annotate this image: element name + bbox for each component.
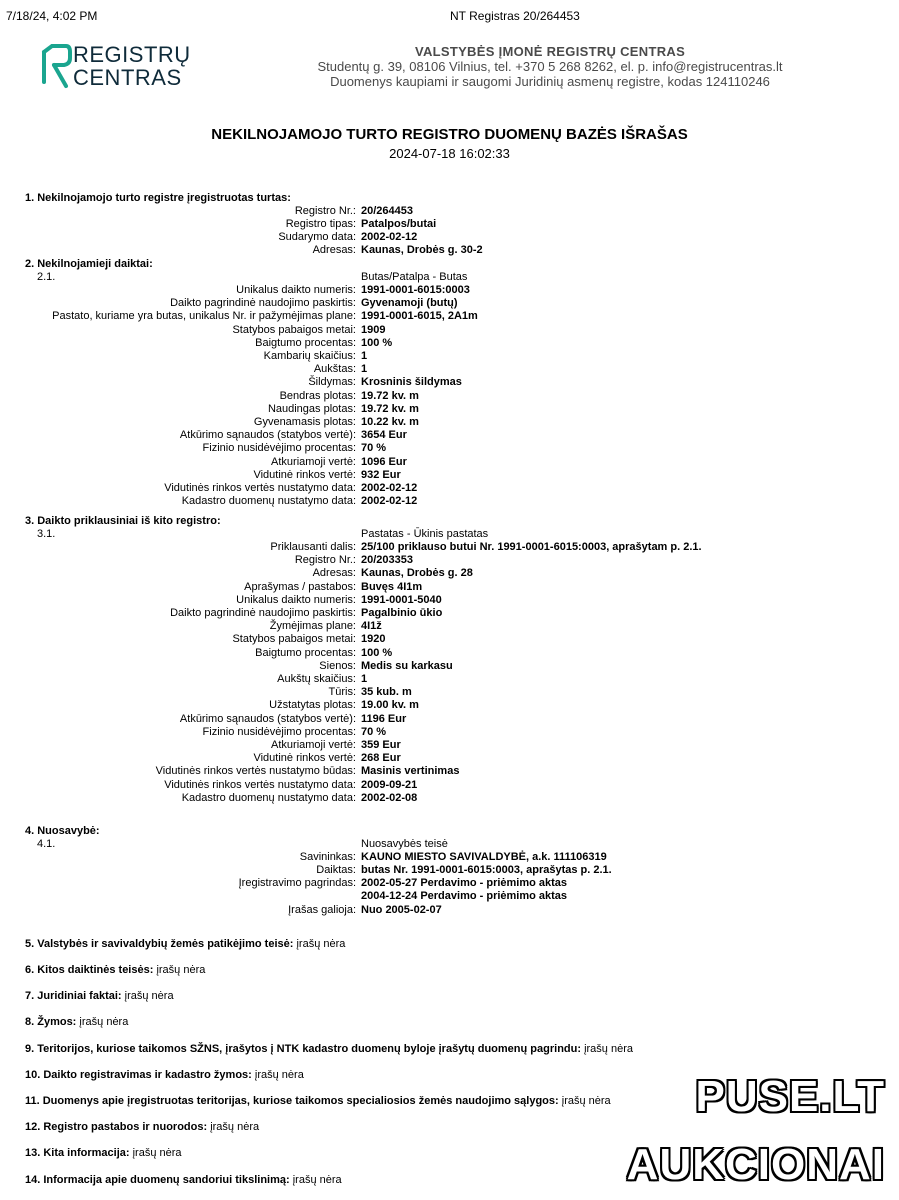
section-4-1-subtitle: Nuosavybės teisė: [361, 838, 448, 850]
section-7-row: [25, 990, 174, 1003]
section-3-field-label: Tūris:: [328, 686, 356, 699]
section-1-field-label: Adresas:: [312, 244, 356, 256]
owner-value: KAUNO MIESTO SAVIVALDYBĖ, a.k. 111106319: [361, 851, 607, 863]
section-3-1-subtitle: Pastatas - Ūkinis pastatas: [361, 528, 489, 540]
registration-basis-1: 2002-05-27 Perdavimo - priėmimo aktas: [361, 877, 568, 889]
document-date: 2024-07-18 16:02:33: [389, 146, 510, 161]
section-9-heading: 9. Teritorijos, kuriose taikomos SŽNS, įrašytos į NTK kadastro duomenų byloje įrašytų duomenų pagrindu:: [25, 1043, 582, 1055]
section-13-row: [25, 1147, 182, 1160]
section-3-field-label: Vidutinė rinkos vertė:: [253, 752, 356, 765]
section-3-field-value: 70 %: [361, 725, 387, 738]
item-value: butas Nr. 1991-0001-6015:0003, aprašytas p. 2.1.: [361, 864, 612, 876]
section-7-heading: 7. Juridiniai faktai:: [25, 990, 122, 1002]
section-2-field-value: 1991-0001-6015:0003: [361, 284, 470, 296]
section-3-field-value: Pagalbinio ūkio: [361, 607, 443, 619]
section-3-field-value: 20/203353: [361, 554, 413, 567]
org-name: VALSTYBĖS ĮMONĖ REGISTRŲ CENTRAS: [414, 44, 686, 59]
section-2-field-label: Vidutinės rinkos vertės nustatymo data:: [164, 482, 356, 494]
section-2-field-value: 1909: [361, 323, 386, 336]
section-3-field-value: 19.00 kv. m: [361, 699, 419, 712]
section-2-field-label: Bendras plotas:: [279, 389, 356, 402]
section-5-heading: 5. Valstybės ir savivaldybių žemės patikėjimo teisė:: [25, 938, 294, 950]
section-1-field-label: Registro tipas:: [285, 218, 356, 230]
section-2-field-label: Statybos pabaigos metai:: [232, 323, 356, 336]
section-3-field-label: Sienos:: [319, 659, 356, 672]
section-8-heading: 8. Žymos:: [25, 1016, 77, 1028]
section-12-heading: 12. Registro pastabos ir nuorodos:: [25, 1121, 208, 1133]
print-header: [0, 9, 899, 23]
section-3-field-value: 25/100 priklauso butui Nr. 1991-0001-6015:0003, aprašytam p. 2.1.: [361, 541, 702, 553]
section-3-field-value: 359 Eur: [361, 739, 401, 751]
section-4-1-number: 4.1.: [37, 838, 56, 850]
section-10-heading: 10. Daikto registravimas ir kadastro žymos:: [25, 1069, 252, 1081]
section-3-field-value: Masinis vertinimas: [361, 765, 460, 778]
section-3-field-value: 1: [361, 673, 368, 685]
section-6-row: [25, 964, 205, 977]
section-3-heading: 3. Daikto priklausiniai iš kito registro:: [25, 515, 221, 527]
section-2-field-value: 70 %: [361, 442, 387, 455]
no-records-text: įrašų nėra: [296, 938, 346, 950]
section-3-field-label: Registro Nr.:: [294, 554, 356, 567]
section-1-heading: 1. Nekilnojamojo turto registre įregistruotas turtas:: [25, 192, 291, 204]
section-1-field-label: Registro Nr.:: [294, 205, 356, 217]
section-13-heading: 13. Kita informacija:: [25, 1147, 130, 1159]
no-records-text: įrašų nėra: [210, 1121, 260, 1133]
section-3-field-label: Atkuriamoji vertė:: [271, 739, 356, 751]
no-records-text: įrašų nėra: [79, 1016, 129, 1028]
section-3-field-value: 2009-09-21: [361, 778, 418, 791]
section-2-field-label: Daikto pagrindinė naudojimo paskirtis:: [170, 297, 356, 310]
section-3-field-label: Žymėjimas plane:: [269, 620, 356, 633]
logo-mark-icon: [40, 44, 72, 90]
section-2-field-label: Naudingas plotas:: [267, 402, 356, 415]
section-2-field-label: Atkuriamoji vertė:: [271, 455, 356, 468]
section-1-field-value: Kaunas, Drobės g. 30-2: [361, 244, 483, 256]
section-2-1-subtitle: Butas/Patalpa - Butas: [361, 271, 468, 283]
watermark-line1: PUSE.LT: [695, 1072, 885, 1121]
section-3-field-value: 2002-02-08: [361, 791, 418, 804]
section-2-field-label: Fizinio nusidėvėjimo procentas:: [202, 442, 356, 455]
logo-text-line1: REGISTRŲ: [73, 42, 191, 67]
section-9-row: [25, 1043, 633, 1056]
no-records-text: įrašų nėra: [292, 1174, 342, 1186]
logo-text-line2: CENTRAS: [73, 65, 182, 90]
section-2-field-value: Gyvenamoji (butų): [361, 297, 458, 310]
section-3-field-value: 1920: [361, 633, 386, 646]
record-valid-value: Nuo 2005-02-07: [361, 904, 442, 916]
section-2-field-label: Kambarių skaičius:: [263, 350, 356, 362]
section-3-field-value: 1991-0001-5040: [361, 593, 442, 606]
no-records-text: įrašų nėra: [124, 990, 174, 1002]
section-2-field-value: Krosninis šildymas: [361, 376, 462, 389]
no-records-text: įrašų nėra: [254, 1069, 304, 1081]
section-8-row: [25, 1016, 128, 1029]
section-2-field-value: 10.22 kv. m: [361, 416, 419, 428]
section-3-field-label: Statybos pabaigos metai:: [232, 633, 356, 646]
registration-basis-2: 2004-12-24 Perdavimo - priėmimo aktas: [361, 890, 568, 902]
section-2-field-label: Atkūrimo sąnaudos (statybos vertė):: [179, 429, 356, 442]
section-6-heading: 6. Kitos daiktinės teisės:: [25, 964, 154, 976]
section-3-field-label: Vidutinės rinkos vertės nustatymo būdas:: [155, 765, 356, 778]
section-3-field-value: 4I1ž: [361, 620, 382, 633]
section-2-heading: 2. Nekilnojamieji daiktai:: [25, 258, 153, 270]
section-3-field-value: 35 kub. m: [361, 686, 412, 699]
section-2-field-label: Aukštas:: [313, 363, 356, 376]
no-records-text: įrašų nėra: [156, 964, 206, 976]
section-2-field-label: Vidutinė rinkos vertė:: [253, 468, 356, 481]
section-2-field-value: 19.72 kv. m: [361, 389, 419, 402]
section-2-field-label: Unikalus daikto numeris:: [236, 284, 356, 296]
registration-basis-label: Įregistravimo pagrindas:: [238, 877, 356, 889]
section-3-field-label: Adresas:: [312, 567, 356, 580]
section-3-field-value: Medis su karkasu: [361, 659, 453, 672]
section-1-field-label: Sudarymo data:: [278, 231, 356, 243]
no-records-text: įrašų nėra: [584, 1043, 633, 1055]
section-3-field-label: Aukštų skaičius:: [277, 673, 356, 685]
section-2-field-label: Šildymas:: [308, 376, 356, 389]
section-2-field-value: 1096 Eur: [361, 455, 407, 468]
section-3-field-label: Atkūrimo sąnaudos (statybos vertė):: [179, 712, 356, 725]
section-2-field-value: 932 Eur: [361, 468, 401, 481]
section-1-field-value: 2002-02-12: [361, 231, 418, 243]
no-records-text: įrašų nėra: [561, 1095, 611, 1107]
section-2-field-value: 1: [361, 350, 368, 362]
section-2-field-label: Kadastro duomenų nustatymo data:: [181, 495, 356, 508]
section-3-field-label: Baigtumo procentas:: [255, 646, 356, 659]
section-2-field-value: 3654 Eur: [361, 429, 407, 442]
section-2-field-value: 19.72 kv. m: [361, 402, 419, 415]
section-3-field-value: 1196 Eur: [361, 712, 407, 725]
section-12-row: [25, 1121, 259, 1134]
section-3-field-value: 100 %: [361, 646, 393, 659]
section-10-row: [25, 1069, 304, 1082]
section-2-1-number: 2.1.: [37, 271, 56, 283]
section-3-field-value: 268 Eur: [361, 752, 401, 765]
print-timestamp: 7/18/24, 4:02 PM: [6, 9, 98, 23]
section-2-field-label: Pastato, kuriame yra butas, unikalus Nr. ir pažymėjimas plane:: [52, 310, 356, 323]
section-14-heading: 14. Informacija apie duomenų sandoriui tikslinimą:: [25, 1174, 290, 1186]
section-3-field-value: Kaunas, Drobės g. 28: [361, 567, 473, 580]
section-3-field-label: Užstatytas plotas:: [269, 699, 356, 712]
document-title: NEKILNOJAMOJO TURTO REGISTRO DUOMENŲ BAZĖS IŠRAŠAS: [211, 126, 688, 143]
section-2-field-value: 1: [361, 363, 368, 376]
print-page-title: NT Registras 20/264453: [450, 9, 580, 23]
org-note: Duomenys kaupiami ir saugomi Juridinių asmenų registre, kodas 124110246: [330, 74, 770, 89]
section-3-field-label: Vidutinės rinkos vertės nustatymo data:: [164, 778, 356, 791]
org-address: Studentų g. 39, 08106 Vilnius, tel. +370 5 268 8262, el. p. info@registrucentras.lt: [317, 59, 783, 74]
organization-header: [300, 44, 800, 89]
section-3-field-value: Buvęs 4I1m: [361, 580, 423, 593]
section-3-field-label: Daikto pagrindinė naudojimo paskirtis:: [170, 607, 356, 619]
item-label: Daiktas:: [316, 864, 356, 876]
section-11-heading: 11. Duomenys apie įregistruotas teritorijas, kuriose taikomos specialiosios žemės naudojimo sąlygos:: [25, 1095, 559, 1107]
watermark-line2: AUKCIONAI: [626, 1140, 885, 1189]
no-records-text: įrašų nėra: [132, 1147, 182, 1159]
section-2-field-value: 1991-0001-6015, 2A1m: [361, 310, 478, 323]
section-1-field-value: Patalpos/butai: [361, 218, 437, 230]
section-2-field-value: 2002-02-12: [361, 482, 418, 494]
record-valid-label: Įrašas galioja:: [288, 904, 356, 916]
section-3-field-label: Kadastro duomenų nustatymo data:: [181, 791, 356, 804]
section-1-field-value: 20/264453: [361, 205, 413, 217]
section-3-field-label: Fizinio nusidėvėjimo procentas:: [202, 725, 356, 738]
section-4-heading: 4. Nuosavybė:: [25, 825, 100, 837]
section-3-field-label: Unikalus daikto numeris:: [236, 593, 356, 606]
owner-label: Savininkas:: [299, 851, 356, 863]
section-3-field-label: Priklausanti dalis:: [270, 541, 356, 553]
registru-centras-logo: [40, 44, 190, 92]
section-5-row: [25, 938, 345, 951]
section-3-field-label: Aprašymas / pastabos:: [244, 580, 356, 593]
section-11-row: [25, 1095, 611, 1108]
section-3-1-number: 3.1.: [37, 528, 56, 540]
section-2-field-label: Baigtumo procentas:: [255, 336, 356, 349]
section-2-field-label: Gyvenamasis plotas:: [253, 416, 356, 428]
section-14-row: [25, 1174, 342, 1187]
section-2-field-value: 2002-02-12: [361, 495, 418, 508]
section-2-field-value: 100 %: [361, 336, 393, 349]
